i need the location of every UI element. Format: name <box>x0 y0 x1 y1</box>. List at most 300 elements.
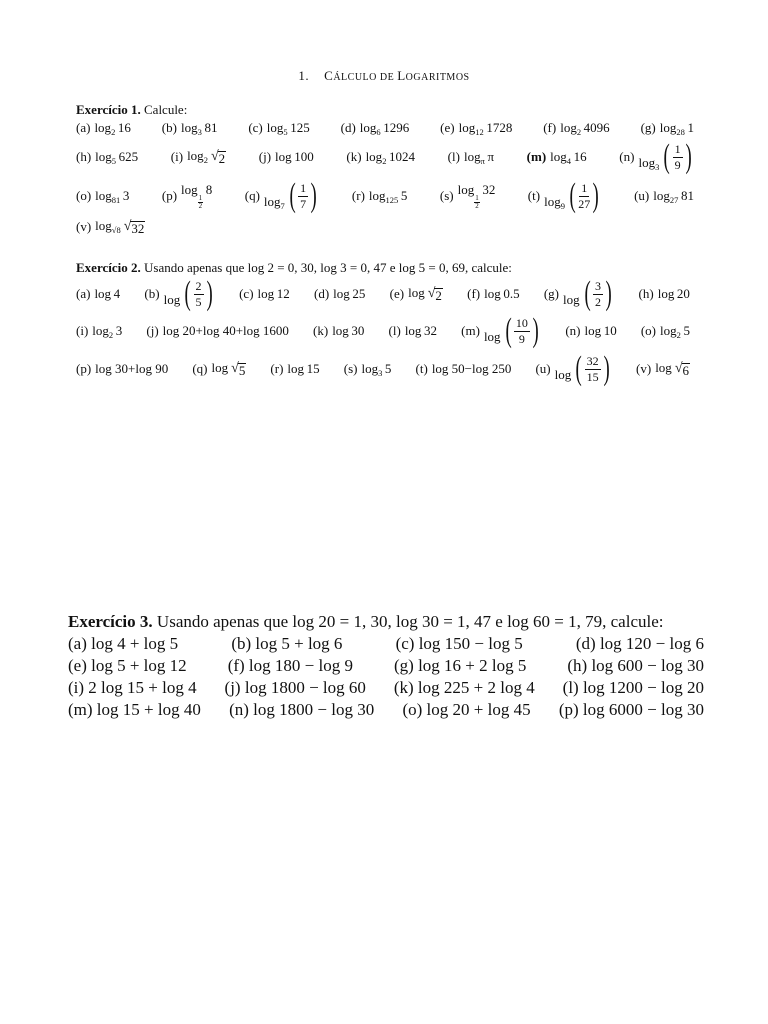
log-function: log <box>660 323 677 338</box>
log-function: log <box>333 286 350 301</box>
radicand: 2 <box>435 287 442 303</box>
exercise-item <box>76 120 131 136</box>
exercise-item <box>639 286 690 302</box>
item-label: (f) <box>543 120 557 135</box>
item-label: (t) <box>415 361 428 376</box>
log-base: 6 <box>376 127 381 137</box>
item-expression <box>660 323 690 339</box>
item-label: (l) <box>447 149 460 164</box>
log-function: log <box>275 149 292 164</box>
exercise-item: (h) log 600 − log 30 <box>567 656 704 675</box>
fraction <box>578 181 590 211</box>
log-argument: 32 <box>421 323 438 338</box>
exercise-item <box>528 179 602 213</box>
left-paren: ( <box>569 177 576 214</box>
item-expression <box>95 149 138 165</box>
item-label: (k) <box>313 323 329 338</box>
log-function: log <box>180 120 198 135</box>
item-expression <box>187 148 226 166</box>
exercise-item <box>239 286 290 302</box>
item-expression: log 30+log 90 <box>95 361 169 376</box>
item-label: (g) <box>640 120 656 135</box>
exercise-item <box>313 323 364 339</box>
item-expression <box>658 286 690 302</box>
radicand: 32 <box>131 220 145 236</box>
item-expression <box>366 149 415 165</box>
log-argument: 5 <box>680 323 690 338</box>
exercise-item: (b) log 5 + log 6 <box>231 634 343 653</box>
exercise-item <box>341 120 410 136</box>
item-expression <box>653 188 694 204</box>
log-argument: 8 <box>203 182 213 197</box>
log-function: log <box>457 182 475 197</box>
item-expression <box>95 218 145 236</box>
parenthesized-fraction <box>573 352 612 386</box>
log-argument: 16 <box>571 149 587 164</box>
radical-sign: √ <box>231 360 239 376</box>
exercise-item <box>641 120 694 136</box>
left-paren: ( <box>584 275 591 312</box>
exercise-item <box>544 277 614 311</box>
item-label: (h) <box>638 286 654 301</box>
log-function: log <box>560 120 577 135</box>
base-numerator: 1 <box>475 194 479 202</box>
denominator: 15 <box>586 369 599 384</box>
item-label: (l) <box>388 323 401 338</box>
item-label: (c) <box>248 120 263 135</box>
exercise-item: (m) log 15 + log 40 <box>68 700 201 719</box>
log-argument: 81 <box>201 120 218 135</box>
log-function: log <box>361 361 379 376</box>
exercise-1-instruction: Calcule: <box>144 102 188 117</box>
item-row <box>76 350 690 388</box>
log-function: log <box>483 329 501 344</box>
log-argument: 12 <box>274 286 290 301</box>
exercise-item: (n) log 1800 − log 30 <box>229 700 375 719</box>
log-base: 4 <box>566 156 572 166</box>
exercise-1-heading <box>76 102 694 118</box>
item-expression <box>563 277 614 311</box>
log-argument: 125 <box>287 120 310 135</box>
parenthesized-fraction <box>287 179 320 213</box>
item-label: (k) <box>346 149 362 164</box>
item-expression <box>544 179 602 213</box>
log-function: log <box>266 120 284 135</box>
log-function: log <box>95 217 112 233</box>
log-base: 125 <box>385 195 399 205</box>
exercise-1 <box>76 102 694 238</box>
item-expression: log 50−log 250 <box>431 361 512 376</box>
parenthesized-fraction <box>182 277 215 311</box>
item-expression <box>464 149 494 165</box>
radicand: 2 <box>218 150 226 166</box>
item-label: (e) <box>440 120 455 135</box>
fraction <box>298 181 308 211</box>
parenthesized-fraction <box>503 314 542 348</box>
log-argument: 1 <box>684 120 694 135</box>
log-base: π <box>480 156 485 166</box>
log-base: 2 <box>676 330 681 340</box>
left-paren: ( <box>575 350 583 387</box>
section-number: 1. <box>298 68 310 83</box>
exercise-item <box>76 188 129 204</box>
item-label: (o) <box>76 188 92 203</box>
square-root <box>231 362 246 378</box>
log-function: log <box>554 367 572 382</box>
exercise-item: (g) log 16 + 2 log 5 <box>394 656 527 675</box>
log-argument: 32 <box>479 182 496 197</box>
parenthesized-fraction <box>661 140 694 174</box>
fraction <box>194 279 204 309</box>
log-function: log <box>94 286 112 301</box>
section-title <box>0 68 768 84</box>
exercise-item <box>440 120 512 136</box>
log-argument: 10 <box>601 323 617 338</box>
exercise-item: (p) log 6000 − log 30 <box>558 700 704 719</box>
log-base: 27 <box>669 195 679 205</box>
item-label: (m) <box>526 149 547 164</box>
log-function: log <box>95 188 112 203</box>
right-paren: ) <box>603 350 610 387</box>
item-expression <box>333 286 365 302</box>
exercise-2-heading <box>76 260 690 276</box>
denominator: 9 <box>674 157 681 172</box>
exercise-item <box>416 361 512 377</box>
exercise-item <box>259 149 314 165</box>
exercise-item <box>461 314 541 348</box>
log-function: log <box>187 147 204 163</box>
item-label: (o) <box>640 323 657 338</box>
log-argument: 81 <box>678 188 694 203</box>
item-label: (b) <box>161 120 177 135</box>
log-argument: 20 <box>674 286 690 301</box>
title-rest-1: ÁLCULO DE <box>333 72 398 83</box>
parenthesized-fraction <box>582 277 615 311</box>
log-function: log <box>659 120 677 135</box>
item-expression <box>164 277 215 311</box>
exercise-item <box>467 286 519 302</box>
item-label: (t) <box>527 188 541 203</box>
exercise-item <box>440 182 495 210</box>
exercise-item <box>76 286 120 302</box>
exercise-item: (a) log 4 + log 5 <box>68 634 179 653</box>
item-label: (d) <box>314 286 330 301</box>
log-argument: 3 <box>120 188 130 203</box>
log-base: 9 <box>560 201 565 211</box>
exercise-item <box>146 323 289 339</box>
item-label: (a) <box>76 120 91 135</box>
item-label: (i) <box>76 323 89 338</box>
fraction <box>673 142 683 172</box>
exercise-item: (j) log 1800 − log 60 <box>224 678 366 697</box>
item-label: (n) <box>565 323 581 338</box>
right-paren: ) <box>592 177 600 214</box>
fraction <box>593 279 603 309</box>
left-paren: ( <box>505 312 512 349</box>
log-function: log <box>484 286 501 301</box>
log-base: 28 <box>676 127 685 137</box>
radical-sign: √ <box>674 360 683 376</box>
left-paren: ( <box>289 177 296 214</box>
exercise-3 <box>68 611 704 721</box>
numerator: 1 <box>674 142 681 157</box>
square-root <box>675 362 690 378</box>
log-argument: 1024 <box>386 149 416 164</box>
item-label: (p) <box>76 361 92 376</box>
log-function: log <box>544 194 561 209</box>
item-expression <box>212 360 247 378</box>
numerator: 1 <box>300 181 307 196</box>
right-paren: ) <box>532 312 539 349</box>
radical-sign: √ <box>123 218 132 234</box>
item-label: (u) <box>634 188 650 203</box>
log-argument: 16 <box>115 120 131 135</box>
radicand: 5 <box>238 362 246 378</box>
item-label: (p) <box>161 188 178 203</box>
item-label: (j) <box>146 323 159 338</box>
item-expression <box>275 149 314 165</box>
item-row <box>76 312 690 350</box>
log-argument: 15 <box>304 361 320 376</box>
exercise-3-instruction: Usando apenas que log 20 = 1, 30, log 30 = 1, 47 e log 60 = 1, 79, calcule: <box>156 612 664 631</box>
log-function: log <box>408 284 425 300</box>
item-expression <box>267 120 310 136</box>
item-row <box>68 699 704 721</box>
log-function: log <box>181 182 198 197</box>
log-base-fraction <box>198 195 204 210</box>
fraction <box>585 354 601 384</box>
exercise-item: (o) log 20 + log 45 <box>402 700 531 719</box>
item-row <box>76 216 694 238</box>
log-function: log <box>95 149 112 164</box>
log-function: log <box>263 194 281 209</box>
log-function: log <box>550 149 567 164</box>
log-base-fraction <box>474 195 480 210</box>
exercise-3-heading <box>68 611 704 633</box>
exercise-item <box>248 120 309 136</box>
item-expression <box>484 314 541 348</box>
log-base: 5 <box>111 156 117 166</box>
exercise-item <box>448 149 494 165</box>
exercise-2 <box>76 260 690 388</box>
log-function: log <box>653 188 670 203</box>
log-argument: 30 <box>348 323 365 338</box>
denominator: 2 <box>594 294 601 309</box>
right-paren: ) <box>310 177 317 214</box>
item-expression <box>95 188 129 204</box>
exercise-item <box>144 277 214 311</box>
item-expression <box>405 323 437 339</box>
item-row <box>68 677 704 699</box>
item-label: (c) <box>239 286 254 301</box>
exercise-item <box>641 323 690 339</box>
item-row <box>68 655 704 677</box>
item-label: (q) <box>192 360 208 376</box>
radicand: 6 <box>682 362 689 378</box>
exercise-item <box>527 149 587 165</box>
exercise-item: (c) log 150 − log 5 <box>395 634 523 653</box>
item-row <box>76 176 694 216</box>
exercise-item <box>543 120 609 136</box>
log-base: 3 <box>655 162 660 172</box>
exercise-1-label: Exercício 1. <box>76 102 141 117</box>
numerator: 10 <box>515 316 528 331</box>
exercise-item <box>162 120 218 136</box>
title-cap-2: L <box>397 68 406 83</box>
log-function: log <box>638 155 656 170</box>
exercise-item: (l) log 1200 − log 20 <box>562 678 704 697</box>
log-function: log <box>332 323 349 338</box>
base-numerator: 1 <box>198 194 203 202</box>
exercise-item: (f) log 180 − log 9 <box>227 656 353 675</box>
log-function: log <box>458 120 476 135</box>
item-expression <box>258 286 290 302</box>
exercise-item <box>314 286 365 302</box>
log-function: log <box>359 120 377 135</box>
exercise-item <box>352 188 407 204</box>
log-argument: 625 <box>116 149 139 164</box>
log-function: log <box>563 292 580 307</box>
log-function: log <box>657 286 675 301</box>
log-argument: 0.5 <box>500 286 520 301</box>
item-row <box>68 633 704 655</box>
right-paren: ) <box>685 138 692 175</box>
log-function: log <box>404 323 422 338</box>
title-cap-1: C <box>324 68 334 83</box>
log-function: log <box>463 149 481 164</box>
radical-sign: √ <box>427 285 436 301</box>
log-function: log <box>287 361 305 376</box>
item-expression <box>181 182 212 210</box>
exercise-item <box>565 323 616 339</box>
item-label: (s) <box>343 361 358 376</box>
item-expression <box>361 361 391 377</box>
log-function: log <box>211 359 229 375</box>
denominator: 7 <box>300 196 307 211</box>
denominator: 5 <box>195 294 202 309</box>
exercise-item <box>344 361 392 377</box>
square-root <box>211 150 226 166</box>
radical-sign: √ <box>111 224 117 235</box>
item-label: (a) <box>76 286 91 301</box>
fraction <box>514 316 530 346</box>
parenthesized-fraction <box>567 179 602 213</box>
exercise-item: (k) log 225 + 2 log 4 <box>393 678 535 697</box>
item-expression <box>660 120 694 136</box>
item-expression <box>94 120 130 136</box>
item-label: (j) <box>258 149 272 164</box>
title-rest-2: OGARITMOS <box>405 72 470 83</box>
exercise-item <box>76 218 145 236</box>
log-argument: 25 <box>349 286 366 301</box>
item-label: (r) <box>270 361 284 376</box>
log-base: 81 <box>111 195 121 205</box>
item-expression <box>332 323 364 339</box>
radicand: 8 <box>116 224 121 235</box>
log-function: log <box>94 120 112 135</box>
base-denominator: 2 <box>198 202 203 210</box>
log-argument: 5 <box>398 188 408 203</box>
item-label: (q) <box>244 188 260 203</box>
numerator: 2 <box>195 279 202 294</box>
item-label: (s) <box>439 188 454 203</box>
exercise-item: (i) 2 log 15 + log 4 <box>68 678 197 697</box>
log-base: 7 <box>280 201 285 211</box>
log-argument: π <box>484 149 495 164</box>
log-base: 2 <box>203 154 208 165</box>
item-expression <box>655 360 690 378</box>
left-paren: ( <box>184 275 191 312</box>
log-function: log <box>584 323 602 338</box>
log-argument: 3 <box>113 323 123 338</box>
item-expression <box>459 120 513 136</box>
exercise-item <box>76 149 138 165</box>
log-base: 2 <box>382 156 387 166</box>
item-label: (i) <box>170 148 184 164</box>
numerator: 1 <box>581 181 588 196</box>
item-expression <box>638 140 694 174</box>
exercise-item <box>619 140 694 174</box>
log-base: 2 <box>111 127 116 137</box>
item-expression <box>94 286 120 302</box>
item-expression <box>264 179 320 213</box>
item-expression <box>369 188 407 204</box>
item-row <box>76 118 694 138</box>
item-expression: log 20+log 40+log 1600 <box>162 323 289 338</box>
radical-sign: √ <box>210 148 219 164</box>
exercise-2-instruction: Usando apenas que log 2 = 0, 30, log 3 = 0, 47 e log 5 = 0, 69, calcule: <box>144 260 512 275</box>
item-label: (v) <box>76 218 92 234</box>
log-function: log <box>365 149 383 164</box>
log-function: log <box>257 286 275 301</box>
exercise-3-items <box>68 633 704 721</box>
log-function: log <box>163 292 181 307</box>
exercise-item <box>162 182 212 210</box>
item-label: (u) <box>535 361 551 376</box>
exercise-item <box>171 148 226 166</box>
item-expression <box>550 149 586 165</box>
log-base-root <box>112 225 121 235</box>
item-row <box>76 138 694 176</box>
item-expression <box>408 285 443 303</box>
exercise-1-items <box>76 118 694 238</box>
item-label: (h) <box>76 149 92 164</box>
exercise-item <box>346 149 415 165</box>
item-expression <box>555 352 612 386</box>
exercise-item <box>636 360 690 378</box>
item-expression <box>458 182 496 210</box>
exercise-3-label: Exercício 3. <box>68 612 153 631</box>
item-label: (r) <box>351 188 365 203</box>
item-label: (m) <box>461 323 480 338</box>
item-expression <box>484 286 519 302</box>
log-argument: 1728 <box>483 120 513 135</box>
log-function: log <box>655 359 672 375</box>
numerator: 3 <box>594 279 601 294</box>
item-row <box>76 276 690 312</box>
log-base: 12 <box>475 127 484 137</box>
exercise-item <box>76 361 168 377</box>
item-label: (g) <box>543 286 560 301</box>
log-base: 2 <box>576 127 582 137</box>
exercise-2-label: Exercício 2. <box>76 260 141 275</box>
item-label: (b) <box>144 286 160 301</box>
log-function: log <box>368 188 386 203</box>
log-base: 5 <box>283 127 288 137</box>
exercise-item <box>192 360 246 378</box>
log-argument: 1296 <box>380 120 410 135</box>
log-argument: 100 <box>291 149 314 164</box>
